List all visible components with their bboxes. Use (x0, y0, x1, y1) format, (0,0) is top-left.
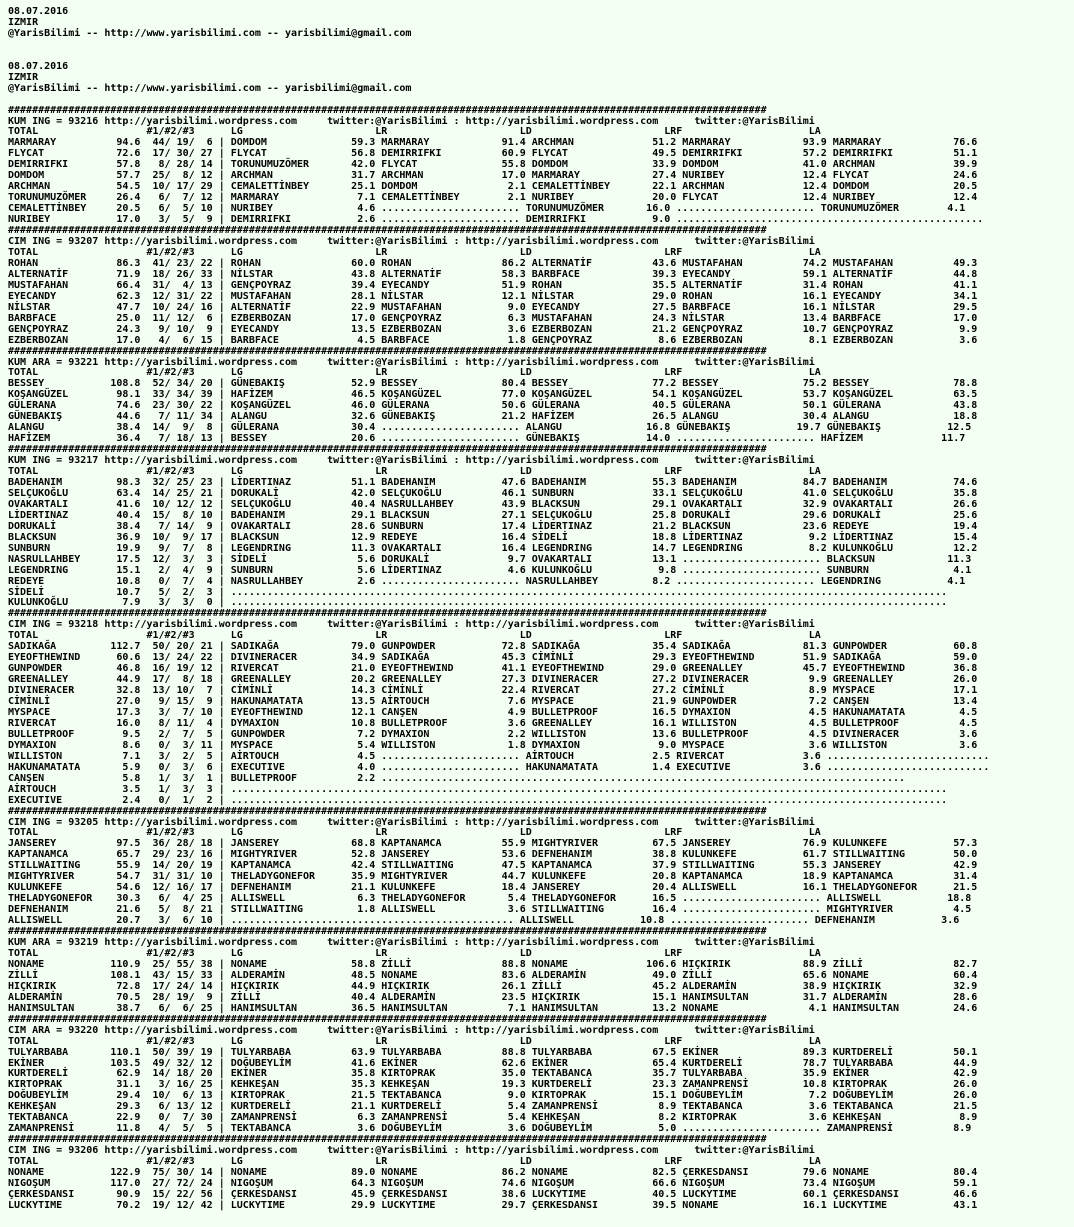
report-line: ARCHMAN 54.5 10/ 17/ 29 | CEMALETTİNBEY 25.1 DOMDOM 2.1 CEMALETTİNBEY 22.1 ARCHMAN 12.4 DOMDOM 20.5 (8, 181, 978, 193)
report-line: KEHKEŞAN 29.3 6/ 13/ 12 | KURTDERELİ 21.1 KURTDERELİ 5.4 ZAMANPRENSİ 8.9 TEKTABANCA 3.6 TEKTABANCA 21.5 (8, 1101, 978, 1113)
report-line: ÇERKESDANSI 90.9 15/ 22/ 56 | ÇERKESDANSI 45.9 ÇERKESDANSI 38.6 LUCKYTIME 40.5 LUCKYTIME 60.1 ÇERKESDANSI 46.6 (8, 1188, 978, 1200)
report-line: NONAME 122.9 75/ 30/ 14 | NONAME 89.0 NONAME 86.2 NONAME 82.5 ÇERKESDANSI 79.6 NONAME 80.4 (8, 1167, 978, 1179)
separator-line: ############################################################################################################################## (8, 345, 767, 357)
report-line: EYEOFTHEWIND 60.6 13/ 24/ 22 | DIVINERACER 34.9 SADIKAĞA 45.3 CİMİNLİ 29.3 EYEOFTHEWIND 51.9 SADIKAĞA 59.0 (8, 652, 978, 664)
race-header-line: CIM ING = 93205 http://yarisbilimi.wordpress.com twitter:@YarisBilimi : http://yarisbilimi.wordpress.com twitter:@YarisBilimi (8, 816, 815, 828)
report-line: KURTDERELİ 62.9 14/ 18/ 20 | EKİNER 35.8 KIRTOPRAK 35.0 TEKTABANCA 35.7 TULYARBABA 35.9 EKİNER 42.9 (8, 1068, 978, 1080)
report-line: DORUKALİ 38.4 7/ 14/ 9 | OVAKARTALI 28.6 SUNBURN 17.4 LİDERTINAZ 21.2 BLACKSUN 23.6 REDEYE 19.4 (8, 520, 978, 532)
report-line: DOMDOM 57.7 25/ 8/ 12 | ARCHMAN 31.7 ARCHMAN 17.0 MARMARAY 27.4 NURIBEY 12.4 FLYCAT 24.6 (8, 170, 978, 182)
report-line: NASRULLAHBEY 17.5 12/ 3/ 3 | SİDELİ 5.6 DORUKALİ 9.7 OVAKARTALI 13.1 ....................... BLACKSUN 11.3 (8, 553, 972, 565)
report-line: GUNPOWDER 46.8 16/ 19/ 12 | RIVERCAT 21.0 EYEOFTHEWIND 41.1 EYEOFTHEWIND 29.0 GREENALLEY 45.7 EYEOFTHEWIND 36.8 (8, 663, 978, 675)
report-line: DEMIRRIFKI 57.8 8/ 28/ 14 | TORUNUMUZÖMER 42.0 FLYCAT 55.8 DOMDOM 33.9 DOMDOM 41.0 ARCHMAN 39.9 (8, 159, 978, 171)
race-header-line: CIM ING = 93206 http://yarisbilimi.wordpress.com twitter:@YarisBilimi : http://yarisbilimi.wordpress.com twitter:@YarisBilimi (8, 1145, 815, 1157)
report-line: FLYCAT 72.6 17/ 30/ 27 | FLYCAT 56.8 DEMIRRIFKI 60.9 FLYCAT 49.5 DEMIRRIFKI 57.2 DEMIRRIFKI 51.1 (8, 148, 978, 160)
report-line: HANIMSULTAN 38.7 6/ 6/ 25 | HANIMSULTAN 36.5 HANIMSULTAN 7.1 HANIMSULTAN 13.2 NONAME 4.1 HANIMSULTAN 24.6 (8, 1002, 978, 1014)
report-line: KULUNKEFE 54.6 12/ 16/ 17 | DEFNEHANIM 21.1 KULUNKEFE 18.4 JANSEREY 20.4 ALLISWELL 16.1 THELADYGONEFOR 21.5 (8, 882, 978, 894)
race-header-line: KUM ING = 93217 http://yarisbilimi.wordpress.com twitter:@YarisBilimi : http://yarisbilimi.wordpress.com twitter:@YarisBilimi (8, 455, 815, 467)
report-line: NİLSTAR 47.7 10/ 24/ 16 | ALTERNATİF 22.9 MUSTAFAHAN 9.0 EYECANDY 27.5 BARBFACE 16.1 NİLSTAR 29.5 (8, 301, 978, 313)
column-header-line: TOTAL #1/#2/#3 LG LR LD LRF LA (8, 466, 821, 478)
report-line: BLACKSUN 36.9 10/ 9/ 17 | BLACKSUN 12.9 REDEYE 16.4 SİDELİ 18.8 LİDERTINAZ 9.2 LİDERTINAZ 15.4 (8, 531, 978, 543)
report-line: EZBERBOZAN 17.0 4/ 6/ 15 | BARBFACE 4.5 BARBFACE 1.8 GENÇPOYRAZ 8.6 EZBERBOZAN 8.1 EZBERBOZAN 3.6 (8, 334, 978, 346)
separator-line: ############################################################################################################################## (8, 225, 767, 237)
report-line: 08.07.2016 (8, 6, 69, 17)
report-line: CİMİNLİ 27.0 9/ 15/ 9 | HAKUNAMATATA 13.5 AİRTOUCH 7.6 MYSPACE 21.9 GUNPOWDER 7.2 CANŞEN 13.4 (8, 696, 978, 708)
report-line: AİRTOUCH 3.5 1/ 3/ 3 | ....................................................................................................................... (8, 783, 948, 795)
report-line: TULYARBABA 110.1 50/ 39/ 19 | TULYARBABA 63.9 TULYARBABA 88.8 TULYARBABA 67.5 EKİNER 89.3 KURTDERELİ 50.1 (8, 1046, 978, 1058)
report-line: DIVINERACER 32.8 13/ 10/ 7 | CİMİNLİ 14.3 CİMİNLİ 22.4 RIVERCAT 27.2 CİMİNLİ 8.9 MYSPACE 17.1 (8, 685, 978, 697)
column-header-line: TOTAL #1/#2/#3 LG LR LD LRF LA (8, 1035, 821, 1047)
report-line: GREENALLEY 44.9 17/ 8/ 18 | GREENALLEY 20.2 GREENALLEY 27.3 DIVINERACER 27.2 DIVINERACER 9.9 GREENALLEY 26.0 (8, 674, 978, 686)
report-line: ROHAN 86.3 41/ 23/ 22 | ROHAN 60.0 ROHAN 86.2 ALTERNATİF 43.6 MUSTAFAHAN 74.2 MUSTAFAHAN 49.3 (8, 257, 978, 269)
separator-line: ############################################################################################################################## (8, 805, 767, 817)
report-line: EKİNER 103.5 49/ 32/ 12 | DOĞUBEYLİM 41.6 EKİNER 62.6 EKİNER 65.4 KURTDERELİ 78.7 TULYARBABA 44.9 (8, 1057, 978, 1069)
report-line: LEGENDRING 15.1 2/ 4/ 9 | SUNBURN 5.6 LİDERTINAZ 4.6 KULUNKOĞLU 9.8 ....................... SUNBURN 4.1 (8, 564, 972, 576)
report-line: ALTERNATİF 71.9 18/ 26/ 33 | NİLSTAR 43.8 ALTERNATİF 58.3 BARBFACE 39.3 EYECANDY 59.1 ALTERNATİF 44.8 (8, 268, 978, 280)
report-line: ZİLLİ 108.1 43/ 15/ 33 | ALDERAMİN 48.5 NONAME 83.6 ALDERAMİN 49.0 ZİLLİ 65.6 NONAME 60.4 (8, 969, 978, 981)
separator-line: ############################################################################################################################## (8, 444, 767, 456)
report-line: BESSEY 108.8 52/ 34/ 20 | GÜNEBAKIŞ 52.9 BESSEY 80.4 BESSEY 77.2 BESSEY 75.2 BESSEY 78.8 (8, 378, 978, 390)
report-line: WILLISTON 7.1 3/ 2/ 5 | AİRTOUCH 4.5 ....................... AİRTOUCH 2.5 RIVERCAT 3.6 ........................... (8, 750, 990, 762)
report-line: CANŞEN 5.8 1/ 3/ 1 | BULLETPROOF 2.2 ....................................................................................... (8, 772, 906, 784)
race-header-line: CIM ING = 93207 http://yarisbilimi.wordpress.com twitter:@YarisBilimi : http://yarisbilimi.wordpress.com twitter:@YarisBilimi (8, 236, 815, 248)
report-line: IZMIR (8, 16, 39, 28)
report-line: ALDERAMİN 70.5 28/ 19/ 9 | ZİLLİ 40.4 ALDERAMİN 23.5 HIÇKIRIK 15.1 HANIMSULTAN 31.7 ALDERAMİN 28.6 (8, 991, 978, 1003)
report-line: MUSTAFAHAN 66.4 31/ 4/ 13 | GENÇPOYRAZ 39.4 EYECANDY 51.9 ROHAN 35.5 ALTERNATİF 31.4 ROHAN 41.1 (8, 279, 978, 291)
column-header-line: TOTAL #1/#2/#3 LG LR LD LRF LA (8, 1156, 821, 1168)
race-header-line: KUM ARA = 93221 http://yarisbilimi.wordpress.com twitter:@YarisBilimi : http://yarisbilimi.wordpress.com twitter:@YarisBilimi (8, 356, 815, 368)
report-line: THELADYGONEFOR 30.3 6/ 4/ 25 | ALLISWELL 6.3 THELADYGONEFOR 5.4 THELADYGONEFOR 16.5 ....................... ALLISWELL 18.8 (8, 893, 972, 905)
report-line: LUCKYTIME 70.2 19/ 12/ 42 | LUCKYTIME 29.9 LUCKYTIME 29.7 ÇERKESDANSI 39.5 NONAME 16.1 LUCKYTIME 43.1 (8, 1199, 978, 1211)
report-line: HAFİZEM 36.4 7/ 18/ 13 | BESSEY 20.6 ....................... GÜNEBAKIŞ 14.0 ....................... HAFİZEM 11.7 (8, 433, 966, 445)
report-line: KOŞANGÜZEL 98.1 33/ 34/ 39 | HAFİZEM 46.5 KOŞANGÜZEL 77.0 KOŞANGÜZEL 54.1 KOŞANGÜZEL 53.7 KOŞANGÜZEL 63.5 (8, 389, 978, 401)
report-line: MIGHTYRIVER 54.7 31/ 31/ 10 | THELADYGONEFOR 35.9 MIGHTYRIVER 44.7 KULUNKEFE 20.8 KAPTANAMCA 18.9 KAPTANAMCA 31.4 (8, 871, 978, 883)
report-line: HIÇKIRIK 72.8 17/ 24/ 14 | HIÇKIRIK 44.9 HIÇKIRIK 26.1 ZİLLİ 45.2 ALDERAMİN 38.9 HIÇKIRIK 32.9 (8, 980, 978, 992)
report-line: ALANGU 38.4 14/ 9/ 8 | GÜLERANA 30.4 ....................... ALANGU 16.8 GÜNEBAKIŞ 19.7 GÜNEBAKIŞ 12.5 (8, 422, 972, 434)
report-line: REDEYE 10.8 0/ 7/ 4 | NASRULLAHBEY 2.6 ....................... NASRULLAHBEY 8.2 ....................... LEGENDRING 4.1 (8, 575, 966, 587)
race-header-line: KUM ING = 93216 http://yarisbilimi.wordpress.com twitter:@YarisBilimi : http://yarisbilimi.wordpress.com twitter:@YarisBilimi (8, 115, 815, 127)
report-line: @YarisBilimi -- http://www.yarisbilimi.com -- yarisbilimi@gmail.com (8, 82, 412, 94)
report-line: MARMARAY 94.6 44/ 19/ 6 | DOMDOM 59.3 MARMARAY 91.4 ARCHMAN 51.2 MARMARAY 93.9 MARMARAY 76.6 (8, 137, 978, 149)
race-header-line: CIM ARA = 93220 http://yarisbilimi.wordpress.com twitter:@YarisBilimi : http://yarisbilimi.wordpress.com twitter:@YarisBilimi (8, 1024, 815, 1036)
separator-line: ############################################################################################################################## (8, 926, 767, 938)
report-line: LİDERTINAZ 40.4 15/ 8/ 10 | BADEHANIM 29.1 BLACKSUN 27.1 SELÇUKOĞLU 25.8 DORUKALİ 29.6 DORUKALİ 25.6 (8, 509, 978, 521)
report-line: TEKTABANCA 22.9 0/ 7/ 30 | ZAMANPRENSİ 6.3 ZAMANPRENSİ 5.4 KEHKEŞAN 8.2 KIRTOPRAK 3.6 KEHKEŞAN 8.9 (8, 1112, 978, 1124)
report-line: JANSEREY 97.5 36/ 28/ 18 | JANSEREY 68.8 KAPTANAMCA 55.9 MIGHTYRIVER 67.5 JANSEREY 76.9 KULUNKEFE 57.3 (8, 838, 978, 850)
report-line: GÜLERANA 74.6 23/ 30/ 22 | KOŞANGÜZEL 46.0 GÜLERANA 50.6 GÜLERANA 40.5 GÜLERANA 50.1 GÜLERANA 43.8 (8, 400, 978, 412)
report-line: RIVERCAT 16.0 8/ 11/ 4 | DYMAXION 10.8 BULLETPROOF 3.6 GREENALLEY 16.1 WILLISTON 4.5 BULLETPROOF 4.5 (8, 717, 978, 729)
report-line: NURIBEY 17.0 3/ 5/ 9 | DEMIRRIFKI 2.6 ....................... DEMIRRIFKI 9.0 ................................................... (8, 214, 984, 226)
race-header-line: CIM ING = 93218 http://yarisbilimi.wordpress.com twitter:@YarisBilimi : http://yarisbilimi.wordpress.com twitter:@YarisBilimi (8, 619, 815, 631)
column-header-line: TOTAL #1/#2/#3 LG LR LD LRF LA (8, 827, 821, 839)
report-line: SELÇUKOĞLU 63.4 14/ 25/ 21 | DORUKALİ 42.0 SELÇUKOĞLU 46.1 SUNBURN 33.1 SELÇUKOĞLU 41.0 SELÇUKOĞLU 35.8 (8, 487, 978, 499)
report-line: IZMIR (8, 71, 39, 83)
separator-line: ############################################################################################################################## (8, 104, 767, 116)
report-line: STILLWAITING 55.9 14/ 20/ 19 | KAPTANAMCA 42.4 STILLWAITING 47.5 KAPTANAMCA 37.9 STILLWAITING 55.3 JANSEREY 42.9 (8, 860, 978, 872)
report-line: NONAME 110.9 25/ 55/ 38 | NONAME 58.8 ZİLLİ 88.8 NONAME 106.6 HIÇKIRIK 88.9 ZİLLİ 82.7 (8, 958, 978, 970)
report-line: BADEHANIM 98.3 32/ 25/ 23 | LİDERTINAZ 51.1 BADEHANIM 47.6 BADEHANIM 55.3 BADEHANIM 84.7 BADEHANIM 74.6 (8, 476, 978, 488)
report-line: OVAKARTALI 41.6 10/ 12/ 12 | SELÇUKOĞLU 40.4 NASRULLAHBEY 43.9 BLACKSUN 29.1 OVAKARTALI 32.9 OVAKARTALI 26.6 (8, 498, 978, 510)
report-line: 08.07.2016 (8, 60, 69, 72)
column-header-line: TOTAL #1/#2/#3 LG LR LD LRF LA (8, 126, 821, 138)
report-line: ZAMANPRENSİ 11.8 4/ 5/ 5 | TEKTABANCA 3.6 DOĞUBEYLİM 3.6 DOĞUBEYLİM 5.0 ....................... ZAMANPRENSİ 8.9 (8, 1123, 972, 1135)
report-line: HAKUNAMATATA 5.9 0/ 3/ 6 | EXECUTIVE 4.0 ....................... HAKUNAMATATA 1.4 EXECUTIVE 3.6 ........................... (8, 761, 990, 773)
separator-line: ############################################################################################################################## (8, 1013, 767, 1025)
report-line: BULLETPROOF 9.5 2/ 7/ 5 | GUNPOWDER 7.2 DYMAXION 2.2 WILLISTON 13.6 BULLETPROOF 4.5 DIVINERACER 3.6 (8, 728, 978, 740)
report-line: TORUNUMUZÖMER 26.4 6/ 7/ 12 | MARMARAY 7.1 CEMALETTİNBEY 2.1 NURIBEY 20.0 FLYCAT 12.4 NURIBEY 12.4 (8, 192, 978, 204)
report-line: KULUNKOĞLU 7.9 3/ 3/ 0 | ....................................................................................................................... (8, 597, 948, 609)
report-line: GENÇPOYRAZ 24.3 9/ 10/ 9 | EYECANDY 13.5 EZBERBOZAN 3.6 EZBERBOZAN 21.2 GENÇPOYRAZ 10.7 GENÇPOYRAZ 9.9 (8, 323, 978, 335)
report-line: ALLISWELL 20.7 3/ 6/ 10 | ............................................... ALLISWELL 10.8 ....................... DEFNEHANIM 3.6 (8, 915, 960, 927)
report-line: DEFNEHANIM 21.6 5/ 8/ 21 | STILLWAITING 1.8 ALLISWELL 3.6 STILLWAITING 16.4 ....................... MIGHTYRIVER 4.5 (8, 904, 972, 916)
report-line: @YarisBilimi -- http://www.yarisbilimi.com -- yarisbilimi@gmail.com (8, 27, 412, 39)
report-line: KIRTOPRAK 31.1 3/ 16/ 25 | KEHKEŞAN 35.3 KEHKEŞAN 19.3 KURTDERELİ 23.3 ZAMANPRENSİ 10.8 KIRTOPRAK 26.0 (8, 1079, 978, 1091)
separator-line: ############################################################################################################################## (8, 608, 767, 620)
report-line: BARBFACE 25.0 11/ 12/ 6 | EZBERBOZAN 17.0 GENÇPOYRAZ 6.3 MUSTAFAHAN 24.3 NİLSTAR 13.4 BARBFACE 17.0 (8, 312, 978, 324)
report-line: GÜNEBAKIŞ 44.6 7/ 11/ 34 | ALANGU 32.6 GÜNEBAKIŞ 21.2 HAFİZEM 26.5 ALANGU 30.4 ALANGU 18.8 (8, 411, 978, 423)
report-line: SADIKAĞA 112.7 50/ 20/ 21 | SADIKAĞA 79.0 GUNPOWDER 72.8 SADIKAĞA 35.4 SADIKAĞA 81.3 GUNPOWDER 60.8 (8, 641, 978, 653)
report-line: CEMALETTİNBEY 20.5 6/ 5/ 10 | NURIBEY 4.6 ....................... TORUNUMUZÖMER 16.0 ....................... TORUNUMUZÖMER 4.1 (8, 203, 966, 215)
report-line: DYMAXION 8.6 0/ 3/ 11 | MYSPACE 5.4 WILLISTON 1.8 DYMAXION 9.0 MYSPACE 3.6 WILLISTON 3.6 (8, 739, 978, 751)
report-line: SİDELİ 10.7 5/ 2/ 3 | ....................................................................................................................... (8, 586, 948, 598)
report-line: KAPTANAMCA 65.7 29/ 23/ 16 | MIGHTYRIVER 52.8 JANSEREY 53.6 DEFNEHANIM 38.8 KULUNKEFE 61.7 STILLWAITING 50.0 (8, 849, 978, 861)
report-line: DOĞUBEYLİM 29.4 10/ 6/ 13 | KIRTOPRAK 21.5 TEKTABANCA 9.0 KIRTOPRAK 15.1 DOĞUBEYLİM 7.2 DOĞUBEYLİM 26.0 (8, 1090, 978, 1102)
column-header-line: TOTAL #1/#2/#3 LG LR LD LRF LA (8, 630, 821, 642)
report-line: SUNBURN 19.9 9/ 7/ 8 | LEGENDRING 11.3 OVAKARTALI 16.4 LEGENDRING 14.7 LEGENDRING 8.2 KULUNKOĞLU 12.2 (8, 542, 978, 554)
column-header-line: TOTAL #1/#2/#3 LG LR LD LRF LA (8, 367, 821, 379)
report-line: EXECUTIVE 2.4 0/ 1/ 2 | ....................................................................................................................... (8, 794, 948, 806)
separator-line: ############################################################################################################################## (8, 1134, 767, 1146)
column-header-line: TOTAL #1/#2/#3 LG LR LD LRF LA (8, 947, 821, 959)
race-header-line: KUM ARA = 93219 http://yarisbilimi.wordpress.com twitter:@YarisBilimi : http://yarisbilimi.wordpress.com twitter:@YarisBilimi (8, 937, 815, 949)
column-header-line: TOTAL #1/#2/#3 LG LR LD LRF LA (8, 246, 821, 258)
report-line: MYSPACE 17.3 3/ 7/ 10 | EYEOFTHEWIND 12.1 CANŞEN 4.9 BULLETPROOF 16.5 DYMAXION 4.5 HAKUNAMATATA 4.5 (8, 707, 978, 718)
report-line: EYECANDY 62.3 12/ 31/ 22 | MUSTAFAHAN 28.1 NİLSTAR 12.1 NİLSTAR 29.0 ROHAN 16.1 EYECANDY 34.1 (8, 290, 978, 302)
report-line: NIGOŞUM 117.0 27/ 72/ 24 | NIGOŞUM 64.3 NIGOŞUM 74.6 NIGOŞUM 66.6 NIGOŞUM 73.4 NIGOŞUM 59.1 (8, 1177, 978, 1189)
